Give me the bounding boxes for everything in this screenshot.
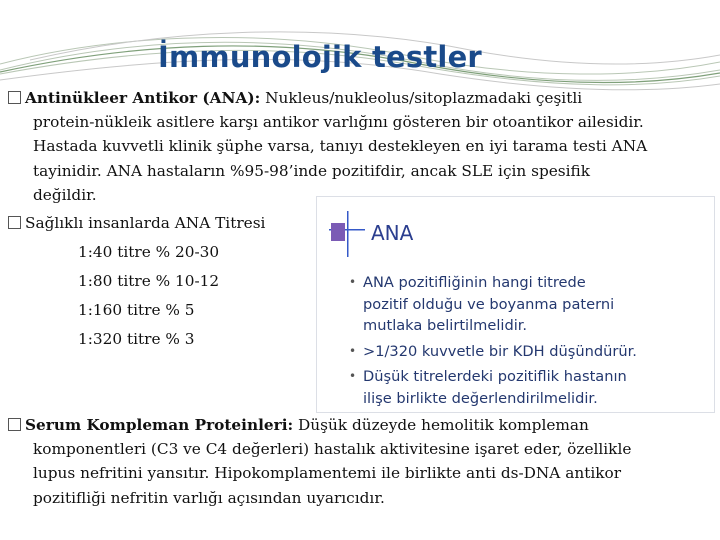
ana-line-2: protein-nükleik asitlere karşı antikor varlığını gösteren bir otoantikor ailesidir.	[33, 113, 644, 132]
healthy-titre-heading	[8, 211, 265, 235]
panel-item-line: >1/320 kuvvetle bir KDH düşündürür.	[363, 343, 637, 360]
ana-paragraph	[8, 86, 647, 207]
titre-row: 1:160 titre % 5	[78, 301, 195, 319]
ana-line-4: tayinidir. ANA hastaların %95-98’inde pozitifdir, ancak SLE için spesifik	[33, 161, 591, 180]
panel-item-line: mutlaka belirtilmelidir.	[363, 317, 528, 335]
ana-lead: Antinükleer Antikor (ANA):	[25, 89, 261, 107]
panel-item	[349, 341, 637, 363]
titre-row: 1:80 titre % 10-12	[78, 272, 220, 290]
ana-first-line	[8, 86, 647, 110]
complement-lead: Serum Kompleman Proteinleri:	[25, 416, 294, 434]
ana-line-5: değildir.	[33, 185, 97, 204]
ana-line-3: Hastada kuvvetli klinik şüphe varsa, tanıyı destekleyen en iyi tarama testi ANA	[33, 137, 648, 156]
ana-info-panel	[316, 196, 715, 413]
complement-line-1: Düşük düzeyde hemolitik kompleman	[293, 416, 589, 434]
panel-item-line: Düşük titrelerdeki pozitiflik hastanın	[363, 368, 627, 385]
healthy-lead: Sağlıklı insanlarda ANA Titresi	[25, 214, 266, 232]
checkbox-bullet-icon	[8, 91, 21, 104]
checkbox-bullet-icon	[8, 418, 21, 431]
bullet-dot-icon: •	[349, 344, 357, 358]
panel-corner-cross-decoration	[317, 197, 377, 257]
ana-line-1: Nukleus/nukleolus/sitoplazmadaki çeşitli	[260, 89, 583, 107]
titre-row: 1:320 titre % 3	[78, 330, 195, 348]
panel-item-line: ANA pozitifliğinin hangi titrede	[363, 274, 586, 291]
bullet-dot-icon: •	[349, 369, 357, 383]
complement-line-4: pozitifliği nefritin varlığı açısından uyarıcıdır.	[33, 488, 385, 507]
slide-title: İmmunolojik testler	[158, 40, 482, 74]
complement-line-3: lupus nefritini yansıtır. Hipokomplamentemi ile birlikte anti ds-DNA antikor	[33, 464, 622, 483]
bullet-dot-icon: •	[349, 275, 357, 289]
panel-item-line: ilişe birlikte değerlendirilmelidir.	[363, 389, 598, 407]
complement-paragraph	[8, 413, 631, 510]
panel-title: ANA	[371, 221, 414, 245]
titre-row: 1:40 titre % 20-30	[78, 243, 220, 261]
panel-item-line: pozitif olduğu ve boyanma paterni	[363, 295, 615, 313]
panel-item	[349, 272, 615, 337]
checkbox-bullet-icon	[8, 216, 21, 229]
panel-item	[349, 366, 627, 409]
complement-line-2: komponentleri (C3 ve C4 değerleri) hastalık aktivitesine işaret eder, özellikle	[33, 440, 632, 459]
